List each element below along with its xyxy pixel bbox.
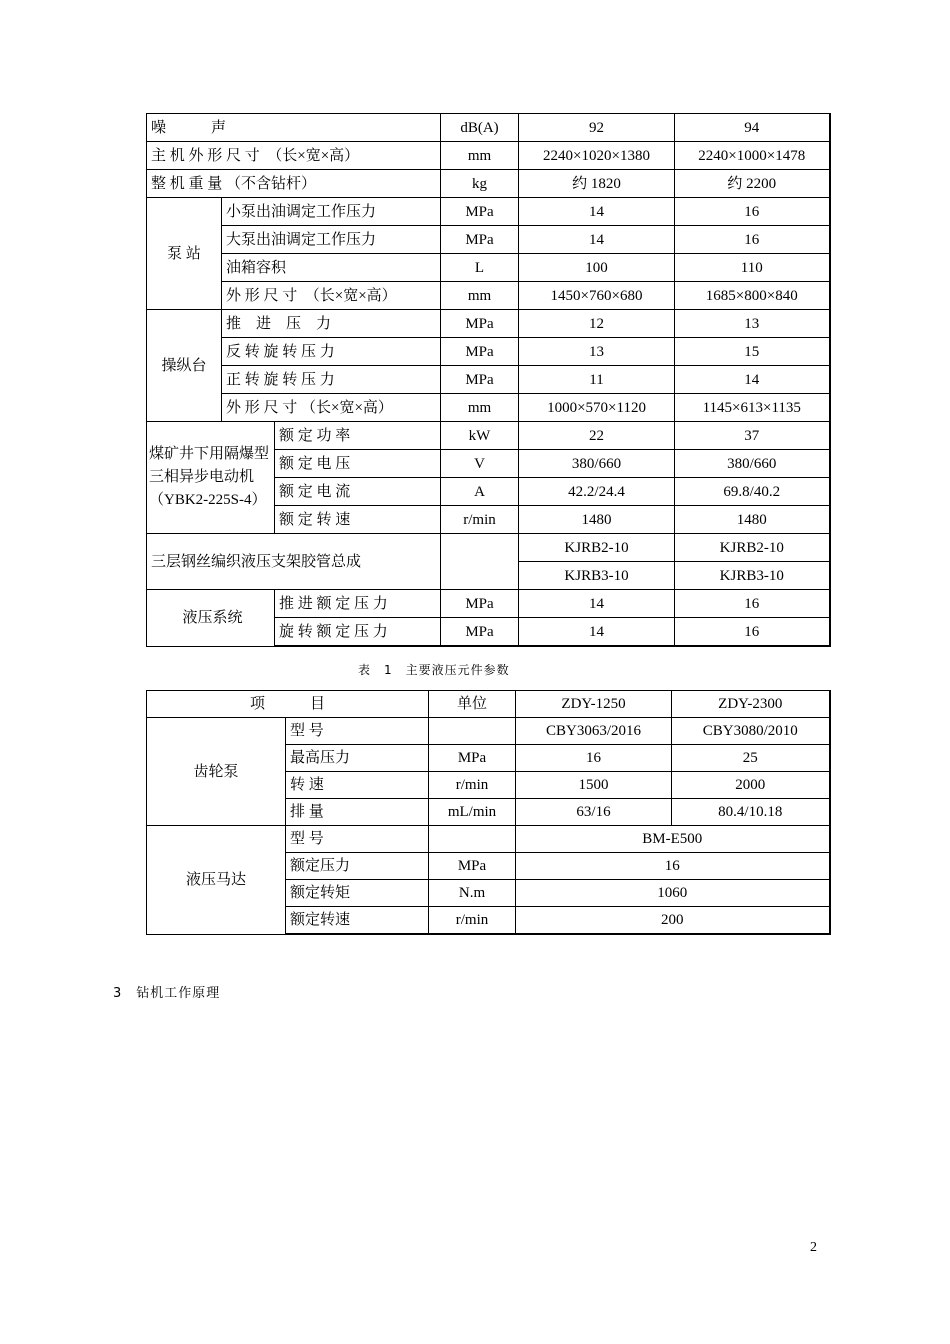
unit-cell: V: [441, 450, 519, 478]
row-label: 额 定 电 流: [275, 478, 441, 506]
unit-cell: kg: [441, 170, 519, 198]
table-row: [147, 826, 830, 853]
table-row: [147, 170, 830, 198]
unit-cell: mL/min: [429, 799, 516, 826]
table-row: [147, 226, 830, 254]
value-cell: 94: [675, 114, 830, 142]
row-label: 额 定 电 压: [275, 450, 441, 478]
row-label: 转 速: [286, 772, 429, 799]
header-item: 项 目: [147, 691, 429, 718]
value-cell: 1480: [519, 506, 675, 534]
value-cell: CBY3063/2016: [516, 718, 672, 745]
value-cell: 11: [519, 366, 675, 394]
unit-cell: r/min: [429, 907, 516, 935]
table-row: [147, 422, 830, 450]
unit-cell: MPa: [441, 366, 519, 394]
unit-cell: r/min: [429, 772, 516, 799]
unit-cell: [429, 718, 516, 745]
table-row: [147, 394, 830, 422]
header-unit: 单位: [429, 691, 516, 718]
row-label: 额定转矩: [286, 880, 429, 907]
value-cell: 16: [675, 590, 830, 618]
value-cell: KJRB2-10: [675, 534, 830, 562]
value-cell: 2240×1020×1380: [519, 142, 675, 170]
value-cell: 2000: [672, 772, 830, 799]
value-cell: 1685×800×840: [675, 282, 830, 310]
value-cell: KJRB3-10: [675, 562, 830, 590]
row-label: 旋 转 额 定 压 力: [275, 618, 441, 647]
row-label: 外 形 尺 寸 （长×宽×高）: [222, 282, 441, 310]
value-cell: 380/660: [519, 450, 675, 478]
hydraulic-components-table: [146, 690, 831, 935]
row-label: 最高压力: [286, 745, 429, 772]
hydraulic-group: 液压系统: [147, 590, 275, 647]
value-cell: 200: [516, 907, 830, 935]
value-cell: 14: [519, 618, 675, 647]
row-label: 小泵出油调定工作压力: [222, 198, 441, 226]
value-cell: CBY3080/2010: [672, 718, 830, 745]
value-cell: 16: [516, 745, 672, 772]
value-cell: 69.8/40.2: [675, 478, 830, 506]
table-row: [147, 590, 830, 618]
row-label: 反 转 旋 转 压 力: [222, 338, 441, 366]
table-row: [147, 282, 830, 310]
value-cell: 2240×1000×1478: [675, 142, 830, 170]
unit-cell: L: [441, 254, 519, 282]
main-dims-label: 主 机 外 形 尺 寸 （长×宽×高）: [147, 142, 441, 170]
value-cell: 110: [675, 254, 830, 282]
page-number: 2: [810, 1240, 817, 1255]
hose-label: 三层钢丝编织液压支架胶管总成: [147, 534, 441, 590]
table-row: [147, 142, 830, 170]
unit-cell: kW: [441, 422, 519, 450]
row-label: 大泵出油调定工作压力: [222, 226, 441, 254]
section-heading: 3 钻机工作原理: [113, 986, 221, 1001]
table-header-row: [147, 691, 830, 718]
table-row: [147, 338, 830, 366]
gear-pump-group: 齿轮泵: [147, 718, 286, 826]
value-cell: 100: [519, 254, 675, 282]
unit-cell: mm: [441, 394, 519, 422]
console-group: 操纵台: [147, 310, 222, 422]
header-model-1: ZDY-1250: [516, 691, 672, 718]
row-label: 额定压力: [286, 853, 429, 880]
hydraulic-motor-group: 液压马达: [147, 826, 286, 935]
table-row: [147, 366, 830, 394]
unit-cell: MPa: [441, 590, 519, 618]
motor-group: 煤矿井下用隔爆型三相异步电动机（YBK2-225S-4）: [147, 422, 275, 534]
row-label: 油箱容积: [222, 254, 441, 282]
row-label: 推 进 额 定 压 力: [275, 590, 441, 618]
pump-station-group: 泵 站: [147, 198, 222, 310]
value-cell: 约 2200: [675, 170, 830, 198]
row-label: 额定转速: [286, 907, 429, 935]
value-cell: BM-E500: [516, 826, 830, 853]
value-cell: 16: [675, 226, 830, 254]
unit-cell: r/min: [441, 506, 519, 534]
unit-cell: N.m: [429, 880, 516, 907]
value-cell: 约 1820: [519, 170, 675, 198]
value-cell: 16: [516, 853, 830, 880]
unit-cell: MPa: [441, 338, 519, 366]
value-cell: 92: [519, 114, 675, 142]
parameters-table: [146, 113, 831, 647]
value-cell: 1500: [516, 772, 672, 799]
unit-cell: dB(A): [441, 114, 519, 142]
weight-label: 整 机 重 量 （不含钻杆）: [147, 170, 441, 198]
value-cell: 37: [675, 422, 830, 450]
unit-cell: MPa: [441, 198, 519, 226]
value-cell: 1480: [675, 506, 830, 534]
table-row: [147, 534, 830, 562]
row-label: 型 号: [286, 718, 429, 745]
unit-cell: mm: [441, 282, 519, 310]
value-cell: 380/660: [675, 450, 830, 478]
noise-label: 噪 声: [147, 114, 441, 142]
table-row: [147, 198, 830, 226]
unit-cell: mm: [441, 142, 519, 170]
value-cell: 13: [675, 310, 830, 338]
table-row: [147, 718, 830, 745]
header-model-2: ZDY-2300: [672, 691, 830, 718]
value-cell: 42.2/24.4: [519, 478, 675, 506]
unit-cell: MPa: [441, 618, 519, 647]
value-cell: KJRB2-10: [519, 534, 675, 562]
value-cell: 16: [675, 618, 830, 647]
value-cell: 14: [519, 226, 675, 254]
value-cell: 12: [519, 310, 675, 338]
value-cell: 14: [519, 590, 675, 618]
row-label: 正 转 旋 转 压 力: [222, 366, 441, 394]
value-cell: 80.4/10.18: [672, 799, 830, 826]
unit-cell: MPa: [429, 853, 516, 880]
unit-cell: [429, 826, 516, 853]
value-cell: 1145×613×1135: [675, 394, 830, 422]
row-label: 外 形 尺 寸 （长×宽×高）: [222, 394, 441, 422]
value-cell: 1450×760×680: [519, 282, 675, 310]
unit-cell: A: [441, 478, 519, 506]
row-label: 推 进 压 力: [222, 310, 441, 338]
table-row: [147, 254, 830, 282]
unit-cell: MPa: [441, 226, 519, 254]
value-cell: KJRB3-10: [519, 562, 675, 590]
value-cell: 14: [675, 366, 830, 394]
row-label: 型 号: [286, 826, 429, 853]
unit-cell: MPa: [441, 310, 519, 338]
value-cell: 1060: [516, 880, 830, 907]
row-label: 额 定 功 率: [275, 422, 441, 450]
value-cell: 22: [519, 422, 675, 450]
value-cell: 63/16: [516, 799, 672, 826]
table-row: [147, 310, 830, 338]
value-cell: 15: [675, 338, 830, 366]
table-row: [147, 114, 830, 142]
value-cell: 25: [672, 745, 830, 772]
row-label: 额 定 转 速: [275, 506, 441, 534]
unit-cell: MPa: [429, 745, 516, 772]
value-cell: 13: [519, 338, 675, 366]
value-cell: 1000×570×1120: [519, 394, 675, 422]
unit-cell: [441, 534, 519, 590]
value-cell: 14: [519, 198, 675, 226]
table-caption: 表 1 主要液压元件参数: [358, 663, 510, 677]
value-cell: 16: [675, 198, 830, 226]
row-label: 排 量: [286, 799, 429, 826]
